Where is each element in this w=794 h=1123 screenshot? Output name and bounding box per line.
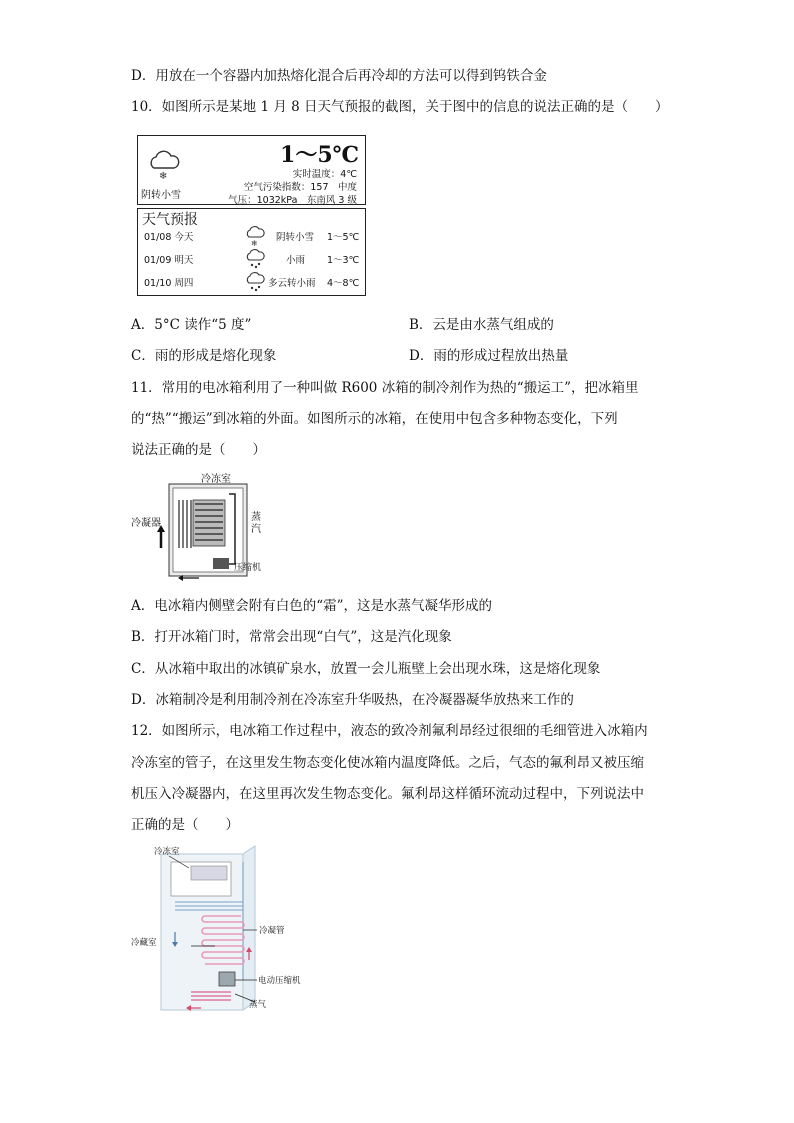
q10-option-a: A．5°C 读作“5 度” bbox=[131, 317, 252, 333]
forecast-condition: 多云转小雨 bbox=[268, 278, 316, 289]
weather-forecast-panel bbox=[137, 208, 366, 296]
label-compressor: 电动压缩机 bbox=[258, 976, 301, 986]
label-steam: 蒸气 bbox=[249, 1000, 267, 1010]
realtime-temp: 实时温度：4℃ bbox=[292, 169, 357, 180]
pressure-wind: 气压：1032kPa 东南风 3 级 bbox=[228, 195, 357, 206]
forecast-row bbox=[144, 225, 364, 245]
forecast-row bbox=[144, 271, 364, 291]
snow-cloud-icon bbox=[244, 225, 266, 247]
forecast-date: 01/08 今天 bbox=[144, 232, 194, 243]
q11-stem-line: 说法正确的是（ ） bbox=[131, 442, 266, 458]
label-condenser: 冷凝器 bbox=[131, 518, 161, 529]
forecast-range: 1～3℃ bbox=[327, 255, 360, 266]
q10-stem: 10．如图所示是某地 1 月 8 日天气预报的截图，关于图中的信息的说法正确的是（ ） bbox=[131, 99, 669, 115]
q12-stem-line: 冷冻室的管子，在这里发生物态变化使冰箱内温度降低。之后，气态的氟利昂又被压缩 bbox=[131, 755, 644, 771]
q10-option-c: C．雨的形成是熔化现象 bbox=[131, 348, 277, 364]
temp-range: 1～5℃ bbox=[280, 142, 359, 168]
q11-option-a: A．电冰箱内侧壁会附有白色的“霜”，这是水蒸气凝华形成的 bbox=[131, 598, 493, 614]
q11-stem-line: 的“热”“搬运”到冰箱的外面。如图所示的冰箱，在使用中包含多种物态变化，下列 bbox=[131, 411, 618, 427]
q10-option-b: B．云是由水蒸气组成的 bbox=[409, 317, 554, 333]
label-compressor: 压缩机 bbox=[234, 563, 262, 573]
q11-option-c: C．从冰箱中取出的冰镇矿泉水，放置一会儿瓶壁上会出现水珠，这是熔化现象 bbox=[131, 661, 601, 677]
label-freezer: 冷冻室 bbox=[154, 847, 180, 857]
q11-stem-line: 11．常用的电冰箱利用了一种叫做 R600 冰箱的制冷剂作为热的“搬运工”，把冰箱里 bbox=[131, 380, 639, 396]
label-fridge: 冷藏室 bbox=[131, 938, 157, 948]
q11-option-d: D．冰箱制冷是利用制冷剂在冷冻室升华吸热，在冷凝器凝华放热来工作的 bbox=[131, 692, 574, 708]
q12-stem-line: 机压入冷凝器内，在这里再次发生物态变化。氟利昂这样循环流动过程中，下列说法中 bbox=[131, 786, 644, 802]
snow-cloud-icon bbox=[146, 148, 182, 182]
q12-stem-line: 12．如图所示，电冰箱工作过程中，液态的致冷剂氟利昂经过很细的毛细管进入冰箱内 bbox=[131, 723, 648, 739]
current-condition: 阴转小雪 bbox=[141, 190, 181, 201]
svg-text:❄: ❄ bbox=[159, 171, 168, 182]
q10-option-d: D．雨的形成过程放出热量 bbox=[409, 348, 569, 364]
q9-option-d: D．用放在一个容器内加热熔化混合后再冷却的方法可以得到钨铁合金 bbox=[131, 68, 547, 84]
cloud-rain-icon bbox=[244, 271, 266, 293]
rain-cloud-icon bbox=[244, 248, 266, 270]
aqi: 空气污染指数：157 中度 bbox=[243, 182, 357, 193]
q12-stem-line: 正确的是（ ） bbox=[131, 817, 239, 833]
forecast-title: 天气预报 bbox=[142, 212, 198, 228]
forecast-row bbox=[144, 248, 364, 268]
forecast-condition: 阴转小雪 bbox=[276, 232, 315, 243]
weather-widget bbox=[137, 135, 367, 297]
label-freezer: 冷冻室 bbox=[201, 474, 231, 485]
label-steam: 蒸汽 bbox=[251, 512, 261, 535]
forecast-range: 1～5℃ bbox=[327, 232, 360, 243]
forecast-condition: 小雨 bbox=[286, 255, 306, 266]
forecast-date: 01/10 周四 bbox=[144, 278, 194, 289]
forecast-range: 4～8℃ bbox=[327, 278, 360, 289]
weather-current-panel bbox=[137, 135, 366, 205]
label-condenser-pipe: 冷凝管 bbox=[259, 926, 285, 936]
fridge-figure-1 bbox=[131, 470, 271, 585]
svg-text:❄: ❄ bbox=[251, 239, 258, 247]
q11-option-b: B．打开冰箱门时，常常会出现“白气”，这是汽化现象 bbox=[131, 629, 452, 645]
fridge-figure-2 bbox=[131, 842, 301, 1017]
forecast-date: 01/09 明天 bbox=[144, 255, 194, 266]
